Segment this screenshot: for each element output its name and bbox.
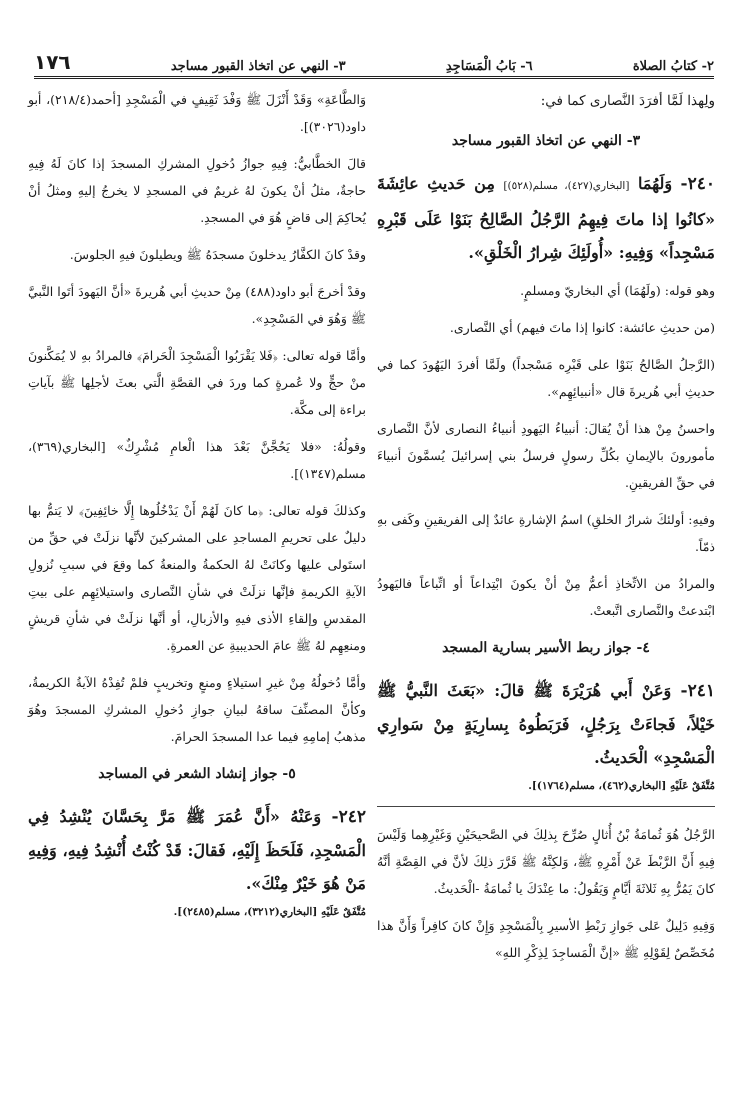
page-number: ١٧٦ [34, 50, 71, 74]
hadith-refs: مُتَّفَقٌ عَلَيْهِ [البخاري(٣٢١٢)، مسلم(٢٤٨٥)]. [173, 906, 366, 918]
commentary-paragraph: الرَّجُلُ هُوَ ثُمامَةُ بْنُ أُثالٍ صُرِّحَ بِذلِكَ في الصَّحيحَيْنِ وَغَيْرِهِما وَلَيْسَ فِيهِ أَنَّ الرَّبْطَ عَنْ أَمْرِهِ ﷺ، وَلكِنَّهُ ﷺ قَرَّرَ ذلِكَ لأنَّ في القِصَّةِ أنَّهُ كانَ يَمُرُّ بِهِ ثَلاثَةَ أيَّامٍ وَيَقُولُ: ما عِنْدَكَ يا ثُمامَةُ -الْحَديثُ. [377, 827, 715, 896]
commentary-paragraph: وفيهِ: أولئكَ شرارُ الخلقِ) اسمُ الإشارةِ عائدٌ إلى الفريقينِ وكَفى بهِ ذمّاً. [377, 512, 715, 554]
commentary-paragraph: واحسنُ مِنْ هذا أنْ يُقالَ: أنبياءُ اليَهودِ أنبياءُ النصارى لأنَّ النَّصارى مأمورونَ بالإيمانِ بكُلِّ رسولٍ فرسلُ بني إسرائيلَ يُسمَّونَ أنبياءَ في حقِّ الفريقينِ. [377, 421, 715, 490]
right-column [377, 86, 715, 976]
divider [377, 806, 715, 807]
commentary-paragraph: وَالطَّاعَةِ» وَقَدْ أَنْزَلَ ﷺ وَفْدَ ثَقِيفٍ في الْمَسْجِدِ [أحمد(٢١٨/٤)، أبو داود(٣٠٢٦)]. [28, 92, 367, 134]
commentary-paragraph: قالَ الخطَّابيُّ: فِيهِ جوازُ دُخولِ المشركِ المسجدَ إذا كانَ لَهُ فِيهِ حاجةٌ، مثلُ أنْ يكونَ لهُ غريمٌ في المسجدِ لا يخرجُ إليهِ ومثلُ أنْ يُحاكِمَ إلى قاضٍ هُوَ في المسجدِ. [28, 156, 366, 225]
commentary-paragraph: وهو قوله: (ولَهُمَا) أي البخاريّ ومسلمٍ. [520, 283, 715, 298]
hadith-text: وَعَنْهُ «أَنَّ عُمَرَ ﷺ مَرَّ بِحَسَّانَ يُنْشِدُ فِي الْمَسْجِدِ، فَلَحَظَ إِلَيْهِ، فَقالَ: قَدْ كُنْتُ أُنْشِدُ فِيهِ، وَفِيهِ مَنْ هُوَ خَيْرٌ مِنْكَ». [28, 807, 366, 893]
commentary-paragraph: (الرَّجلُ الصَّالحُ بَنَوْا على قَبْرِه مَسْجداً) ولَمَّا أفردَ اليَهُودَ كما في حديثِ أبي هُريرةَ قال «أنبيائِهِم». [377, 357, 715, 399]
commentary-paragraph: وكذلكَ قوله تعالى: ﴿ما كانَ لَهُمْ أَنْ يَدْخُلُوها إِلَّا خائِفِينَ﴾ لا يَتمُّ بها دليلٌ على تحريمِ المساجدِ على المشركينَ لأنَّها نزلَتْ في حقِّ من استَولى عليها وكانَتْ لهُ الحكمةُ والمنعةُ كما وقعَ في سببِ نُزولِ الآيةِ الكريمةِ فإنَّها نزلَتْ في شأنِ النَّصارى واستيلائِهِم على بيتِ المقدسِ وإلقاءِ الأذى فيهِ والأزبالِ، أو أنَّها نزلَتْ في شأنِ قريشٍ ومنعِهِم لهُ ﷺ عامَ الحديبيةِ عن العمرةِ. [28, 503, 366, 653]
section-label: ٣- النهي عن اتخاذ القبور مساجد [170, 59, 346, 74]
left-column [28, 86, 366, 932]
hadith-refs: [البخاري(٤٢٧)، مسلم(٥٢٨)] [503, 180, 630, 192]
hadith-241 [377, 674, 715, 774]
running-header [34, 44, 714, 77]
commentary-paragraph: (من حديثِ عائشة: كانوا إذا ماتَ فيهم) أي النَّصارى. [449, 320, 715, 335]
hadith-number: ٢٤٠- [680, 174, 715, 194]
commentary-paragraph: وقدْ كانَ الكفَّارُ يدخلونَ مسجدَهُ ﷺ ويطيلونَ فيهِ الجلوسَ. [69, 247, 366, 262]
hadith-text: وَعَنْ أَبي هُرَيْرَةَ ﷺ قالَ: «بَعَثَ النَّبيُّ ﷺ خَيْلاً، فَجاءَتْ بِرَجُلٍ، فَرَبَطُوهُ بِسارِيَةٍ مِنْ سَوارِي الْمَسْجِدِ» الْحَديثُ. [377, 681, 715, 767]
section-heading: ٥- جواز إنشاد الشعر في المساجد [98, 766, 296, 782]
chapter-label: ٦- بَابُ الْمَسَاجِدِ [445, 59, 533, 74]
hadith-242 [28, 800, 366, 900]
commentary-paragraph: والمرادُ من الاتِّخاذِ أعمُّ مِنْ أنْ يكونَ ابْتِداعاً أو اتِّباعاً فاليَهودُ ابْتدعتْ والنَّصارى اتَّبعتْ. [377, 576, 715, 618]
hadith-number: ٢٤١- [680, 681, 715, 701]
commentary-paragraph: وقولُهُ: «فلا يَحُجَّنَّ بَعْدَ هذا الْعامِ مُشْرِكٌ» [البخاري(٣٦٩)، مسلم(١٣٤٧)]. [28, 439, 366, 481]
commentary-paragraph: وقدْ أخرجَ أبو داود(٤٨٨) مِنْ حديثِ أبي هُريرةَ «أنَّ اليَهودَ أتَوا النَّبيَّ ﷺ وَهُوَ في المَسْجِدِ». [28, 284, 366, 326]
commentary-paragraph: وأمَّا دُخولُهُ مِنْ غيرِ استيلاءٍ ومنعٍ وتخريبٍ فلمْ تُفِدْهُ الآيةُ الكريمةُ، وكأنَّ المصنِّفَ ساقهُ لبيانِ جوازِ دُخولِ المشركِ المسجدَ وهُوَ مذهبُ إمامِهِ فيما عدا المسجدَ الحرامَ. [28, 675, 366, 744]
hadith-refs: مُتَّفَقٌ عَلَيْهِ [البخاري(٤٦٢)، مسلم(١٧٦٤)]. [528, 780, 715, 792]
hadith-240 [377, 167, 715, 269]
intro-line: ولِهذا لَمَّا أفرَدَ النَّصارى كما في: [540, 93, 715, 109]
hadith-lead: وَلَهُمَا [637, 174, 673, 193]
commentary-paragraph: وأمَّا قوله تعالى: ﴿فَلا يَقْرَبُوا الْمَسْجِدَ الْحَرامَ﴾ فالمرادُ بهِ لا يُمَكَّنونَ منْ حجٍّ ولا عُمرةٍ كما وردَ في القصَّةِ الَّتي بعثَ لأجلِها ﷺ بآياتِ براءة إلى مكَّة. [28, 348, 366, 417]
header-rule [34, 76, 714, 79]
section-heading: ٤- جواز ربط الأسير بسارية المسجد [442, 640, 650, 656]
commentary-paragraph: وَفِيهِ دَلِيلٌ عَلى جَوازِ رَبْطِ الأسيرِ بِالْمَسْجِدِ وَإِنْ كانَ كافِراً وَأَنَّ هذا مُخَصِّصٌ لِقَوْلِهِ ﷺ «إنَّ الْمَساجِدَ لِذِكْرِ اللهِ» [377, 918, 715, 960]
hadith-text: مِن حَديثِ عائِشَةَ «كانُوا إذا ماتَ فِيهِمُ الرَّجُلُ الصَّالِحُ بَنَوْا عَلَى قَبْرِهِ مَسْجِداً» وَفِيهِ: «أُولَئِكَ شِرارُ الْخَلْقِ». [377, 174, 715, 262]
book-label: ٢- كتابُ الصلاة [632, 59, 714, 74]
section-heading: ٣- النهي عن اتخاذ القبور مساجد [451, 133, 641, 149]
hadith-number: ٢٤٢- [331, 807, 366, 827]
